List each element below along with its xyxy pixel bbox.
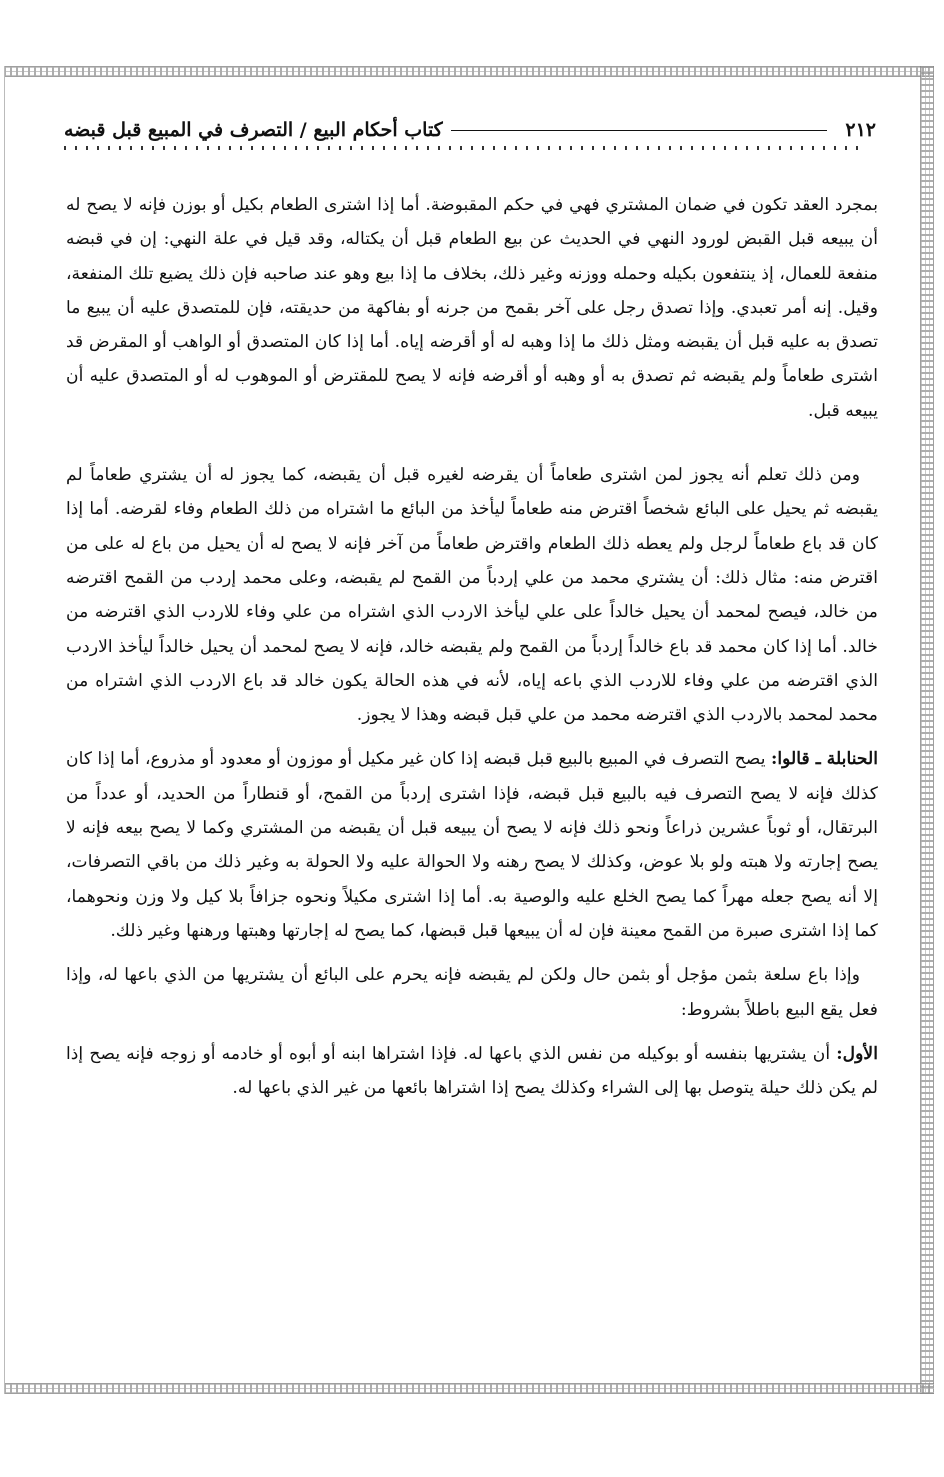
paragraph-gap (66, 732, 878, 742)
page-header (64, 110, 876, 150)
running-title: كتاب أحكام البيع / التصرف في المبيع قبل قبضه (64, 119, 443, 141)
paragraph-3 (66, 742, 878, 948)
paragraph-5-text: أن يشتريها بنفسه أو بوكيله من نفس الذي باعها له. فإذا اشتراها ابنه أو أبوه أو خادمه أو زوجه فإنه يصح إذا لم يكن ذلك حيلة يتوصل بها إلى الشراء وكذلك يصح إذا اشتراها بائعها من غير الذي باعها له. (66, 1043, 878, 1099)
border-top (4, 66, 934, 77)
header-dotted-rule (64, 146, 864, 150)
paragraph-5 (66, 1037, 878, 1106)
body-text (66, 188, 878, 1105)
border-left (4, 66, 5, 1394)
border-right (920, 66, 934, 1394)
paragraph-1: بمجرد العقد تكون في ضمان المشتري فهي في حكم المقبوضة. أما إذا اشترى الطعام بكيل أو بوزن فإنه لا يصح له أن يبيعه قبل القبض لورود النهي في الحديث عن بيع الطعام قبل أن يكتاله، وقد قيل في علة النهي: إن في قبضه منفعة للعمال، إذ ينتفعون بكيله وحمله ووزنه وغير ذلك، بخلاف ما إذا بيع وهو عند صاحبه فإن ذلك يضيع تلك المنفعة، وقيل. إنه أمر تعبدي. وإذا تصدق رجل على آخر بقمح من جرنه أو بفاكهة من حديقته، فإن للمتصدق عليه أن يبيع ما تصدق به عليه قبل أن يقبضه ومثل ذلك ما إذا وهبه له أو أقرضه إياه. أما إذا كان المتصدق أو الواهب أو المقرض قد اشترى طعاماً ولم يقبضه ثم تصدق به أو وهبه أو أقرضه فإنه لا يصح للمقترض أو الموهوب له أو المتصدق عليه أن يبيعه قبل. (66, 195, 878, 421)
header-rule (451, 130, 828, 131)
border-bottom (4, 1383, 934, 1394)
paragraph-gap (66, 1027, 878, 1037)
paragraph-3-lead: الحنابلة ـ قالوا: (771, 749, 878, 770)
paragraph-2: ومن ذلك تعلم أنه يجوز لمن اشترى طعاماً أن يقرضه لغيره قبل أن يقبضه، كما يجوز له أن يشتري طعاماً لم يقبضه ثم يحيل على البائع شخصاً اقترض منه طعاماً ليأخذ من البائع ما اشتراه من ذلك الطعام وفاء لقرضه. أما إذا كان قد باع طعاماً لرجل ولم يعطه ذلك الطعام واقترض طعاماً من آخر فإنه لا يصح له أن يحيل من باع له على من اقترض منه: مثال ذلك: أن يشتري محمد من علي إردباً من القمح لم يقبضه، وعلى محمد إردب من القمح اقترضه من خالد، فيصح لمحمد أن يحيل خالداً على علي ليأخذ الاردب الذي اشتراه من علي وفاء للاردب الذي اقترضه من خالد. أما إذا كان محمد قد باع خالداً إردباً من القمح ولم يقبضه خالد، فإنه لا يصح لمحمد أن يحيل خالداً ليأخذ الاردب الذي اقترضه من علي وفاء للاردب الذي باعه إياه، لأنه في هذه الحالة يكون خالد قد باع الاردب الذي اشتراه من محمد لمحمد بالاردب الذي اقترضه محمد من علي قبل قبضه وهذا لا يجوز. (66, 465, 878, 726)
paragraph-4: وإذا باع سلعة بثمن مؤجل أو بثمن حال ولكن لم يقبضه فإنه يحرم على البائع أن يشتريها من الذي باعها له، وإذا فعل يقع البيع باطلاً بشروط: (66, 965, 878, 1020)
paragraph-3-text: يصح التصرف في المبيع بالبيع قبل قبضه إذا كان غير مكيل أو موزون أو معدود أو مذروع، أما إذا كان كذلك فإنه لا يصح التصرف فيه بالبيع قبل قبضه، فإذا اشترى إردباً من القمح، أو قنطاراً من الحديد، أو عدداً من البرتقال، أو ثوباً عشرين ذراعاً ونحو ذلك فإنه لا يصح أن يبيعه قبل أن يقبضه من المشتري وكما لا يصح بيعه فإنه لا يصح إجارته ولا هبته ولو بلا عوض، وكذلك لا يصح رهنه ولا الحوالة عليه ولا الحولة به وغير ذلك من باقي التصرفات، إلا أنه يصح جعله مهراً كما يصح الخلع عليه والوصية به. أما إذا اشترى مكيلاً ونحوه جزافاً بلا كيل ولا وزن ونحوهما، كما إذا اشترى صبرة من القمح معينة فإن له أن يبيعها قبل قبضها، كما يصح له إجارتها وهبتها ورهنها وغير ذلك. (66, 749, 878, 941)
page-number: ٢١٢ (845, 119, 876, 141)
paragraph-gap (66, 948, 878, 958)
paragraph-gap (66, 428, 878, 458)
paragraph-5-lead: الأول: (836, 1043, 878, 1064)
